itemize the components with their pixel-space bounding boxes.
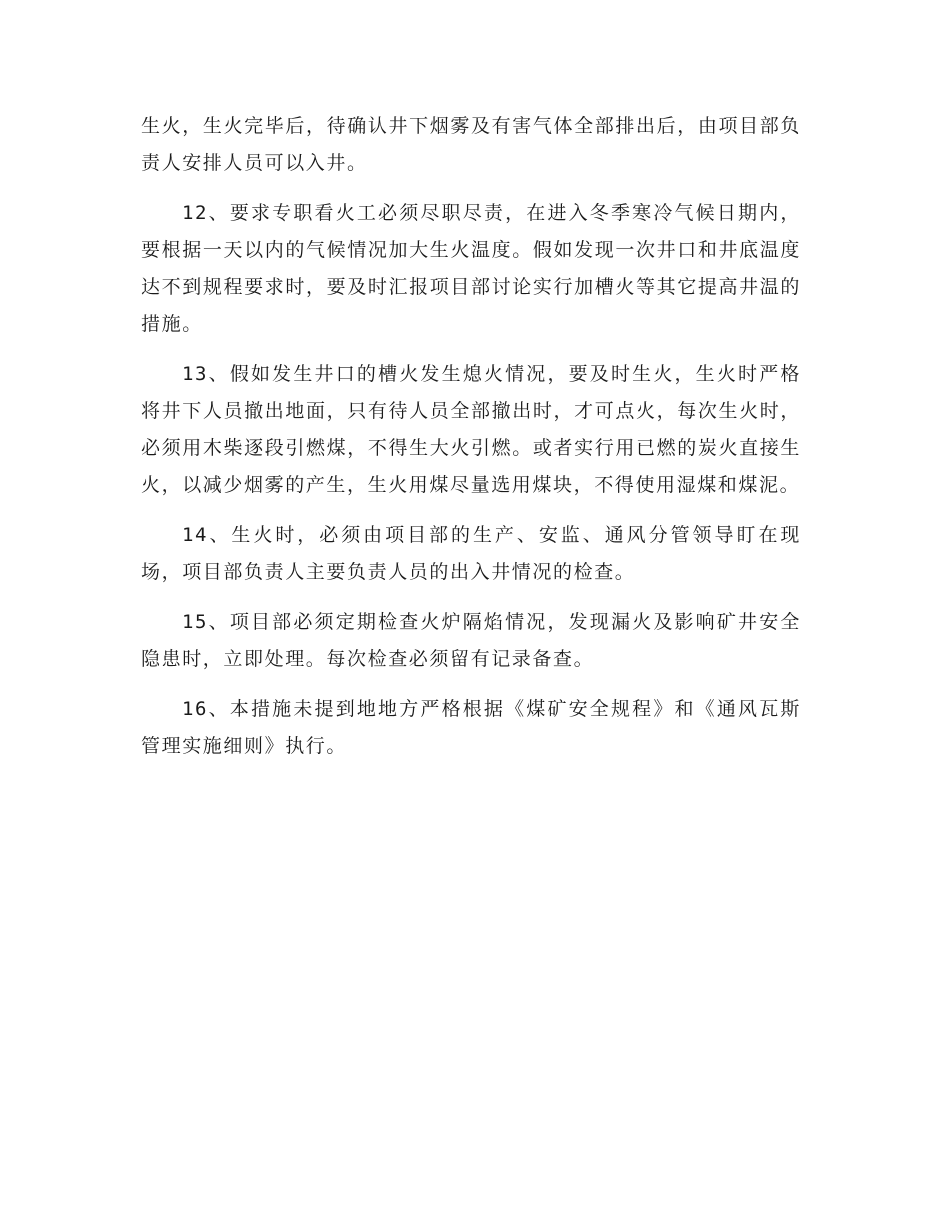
paragraph-item-16: 16、本措施未提到地地方严格根据《煤矿安全规程》和《通风瓦斯管理实施细则》执行。 (141, 698, 801, 757)
paragraph-item-14: 14、生火时，必须由项目部的生产、安监、通风分管领导盯在现场，项目部负责人主要负责人员的出入井情况的检查。 (141, 524, 801, 583)
document-body (141, 108, 801, 778)
paragraph-continuation: 生火，生火完毕后，待确认井下烟雾及有害气体全部排出后，由项目部负责人安排人员可以入井。 (141, 115, 801, 174)
paragraph-item-15: 15、项目部必须定期检查火炉隔焰情况，发现漏火及影响矿井安全隐患时，立即处理。每次检查必须留有记录备查。 (141, 611, 801, 670)
paragraph-item-12: 12、要求专职看火工必须尽职尽责，在进入冬季寒冷气候日期内，要根据一天以内的气候情况加大生火温度。假如发现一次井口和井底温度达不到规程要求时，要及时汇报项目部讨论实行加槽火等其它提高井温的措施。 (141, 202, 801, 335)
paragraph-item-13: 13、假如发生井口的槽火发生熄火情况，要及时生火，生火时严格将井下人员撤出地面，只有待人员全部撤出时，才可点火，每次生火时，必须用木柴逐段引燃煤，不得生大火引燃。或者实行用已燃的炭火直接生火，以减少烟雾的产生，生火用煤尽量选用煤块，不得使用湿煤和煤泥。 (141, 363, 801, 496)
